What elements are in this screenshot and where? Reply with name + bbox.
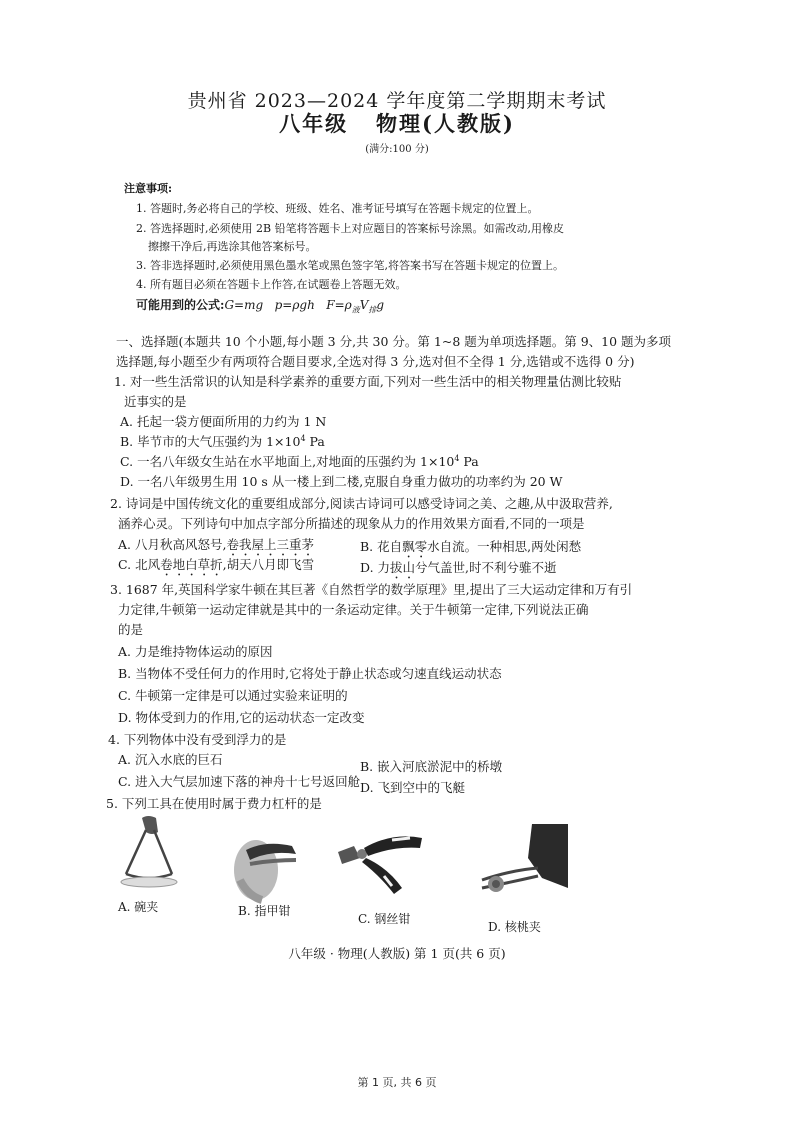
notice-heading: 注意事项: xyxy=(124,182,173,195)
q1-stem-1: 1. 对一些生活常识的认知是科学素养的重要方面,下列对一些生活中的相关物理量估测比较贴 xyxy=(114,374,622,389)
q2-stem-2: 涵养心灵。下列诗句中加点字部分所描述的现象从力的作用效果方面看,不同的一项是 xyxy=(118,516,585,531)
q4-option-d: D. 飞到空中的飞艇 xyxy=(360,780,466,795)
notice-item-2-cont: 擦擦干净后,再选涂其他答案标号。 xyxy=(148,240,317,253)
section-1-line-1: 一、选择题(本题共 10 个小题,每小题 3 分,共 30 分。第 1~8 题为单项选择题。第 9、10 题为多项 xyxy=(116,334,672,349)
exam-title: 贵州省 2023—2024 学年度第二学期期末考试 xyxy=(187,90,607,112)
full-score: (满分:100 分) xyxy=(365,144,429,155)
q3-stem-1: 3. 1687 年,英国科学家牛顿在其巨著《自然哲学的数学原理》里,提出了三大运动定律和万有引 xyxy=(110,582,633,597)
q2-option-b: B. 花自飘零水自流。一种相思,两处闲愁 xyxy=(360,539,582,554)
wire-cutter-image xyxy=(332,822,428,902)
q3-stem-3: 的是 xyxy=(118,622,144,637)
q3-option-c: C. 牛顿第一定律是可以通过实验来证明的 xyxy=(118,688,348,703)
section-1-line-2: 选择题,每小题至少有两项符合题目要求,全选对得 3 分,选对但不全得 1 分,选错或不选得 0 分) xyxy=(116,354,635,369)
q4-stem: 4. 下列物体中没有受到浮力的是 xyxy=(108,732,287,747)
notice-item-4: 4. 所有题目必须在答题卡上作答,在试题卷上答题无效。 xyxy=(136,278,407,291)
q3-option-d: D. 物体受到力的作用,它的运动状态一定改变 xyxy=(118,710,365,725)
q5-option-d: D. 核桃夹 xyxy=(488,920,541,934)
notice-item-1: 1. 答题时,务必将自己的学校、班级、姓名、准考证号填写在答题卡规定的位置上。 xyxy=(136,202,539,215)
nutcracker-image xyxy=(472,818,572,910)
formula-gravity: G=mg xyxy=(224,298,264,312)
q4-option-b: B. 嵌入河底淤泥中的桥墩 xyxy=(360,759,503,774)
page-number: 第 1 页, 共 6 页 xyxy=(357,1076,437,1089)
page-footer: 八年级 · 物理(人教版) 第 1 页(共 6 页) xyxy=(288,946,506,961)
q2-option-c: C. 北风卷地白草折,胡天八月即飞雪 xyxy=(118,557,315,572)
q5-option-c: C. 钢丝钳 xyxy=(358,912,411,926)
q5-option-b: B. 指甲钳 xyxy=(238,904,291,918)
q1-stem-2: 近事实的是 xyxy=(124,394,187,409)
subject-label: 物理(人教版) xyxy=(376,111,515,136)
grade-label: 八年级 xyxy=(279,111,349,136)
nail-clipper-image xyxy=(226,820,306,906)
formula-line xyxy=(136,296,384,315)
q1-option-b: B. 毕节市的大气压强约为 $1\times 10^4$ Pa xyxy=(120,433,325,449)
q3-option-a: A. 力是维持物体运动的原因 xyxy=(118,644,273,659)
q2-option-a: A. 八月秋高风怒号,卷我屋上三重茅 xyxy=(118,537,314,552)
q5-stem: 5. 下列工具在使用时属于费力杠杆的是 xyxy=(106,796,322,811)
q2-stem-1: 2. 诗词是中国传统文化的重要组成部分,阅读古诗词可以感受诗词之美、之趣,从中汲取营养, xyxy=(110,496,613,511)
q1-option-d: D. 一名八年级男生用 10 s 从一楼上到二楼,克服自身重力做功的功率约为 20 W xyxy=(120,474,563,489)
q3-option-b: B. 当物体不受任何力的作用时,它将处于静止状态或匀速直线运动状态 xyxy=(118,666,502,681)
formula-pressure: p=ρgh xyxy=(274,298,315,312)
formula-buoyancy: $F=\rho_液V_排g$ xyxy=(326,298,385,315)
q2-option-d: D. 力拔山兮气盖世,时不利兮骓不逝 xyxy=(360,560,557,575)
notice-item-3: 3. 答非选择题时,必须使用黑色墨水笔或黑色签字笔,将答案书写在答题卡规定的位置上。 xyxy=(136,259,564,272)
q4-option-c: C. 进入大气层加速下落的神舟十七号返回舱 xyxy=(118,774,361,789)
exam-subtitle xyxy=(0,108,794,138)
q1-option-a: A. 托起一袋方便面所用的力约为 1 N xyxy=(120,414,327,429)
q3-stem-2: 力定律,牛顿第一运动定律就是其中的一条运动定律。关于牛顿第一定律,下列说法正确 xyxy=(118,602,589,617)
formula-label: 可能用到的公式: xyxy=(136,298,225,312)
bowl-clip-image xyxy=(112,812,186,902)
notice-item-2: 2. 答选择题时,必须使用 2B 铅笔将答题卡上对应题目的答案标号涂黑。如需改动,用橡皮 xyxy=(136,222,565,235)
q4-option-a: A. 沉入水底的巨石 xyxy=(118,752,223,767)
q5-option-a: A. 碗夹 xyxy=(118,900,159,914)
q1-option-c: C. 一名八年级女生站在水平地面上,对地面的压强约为 $1\times 10^4$ Pa xyxy=(120,453,479,469)
